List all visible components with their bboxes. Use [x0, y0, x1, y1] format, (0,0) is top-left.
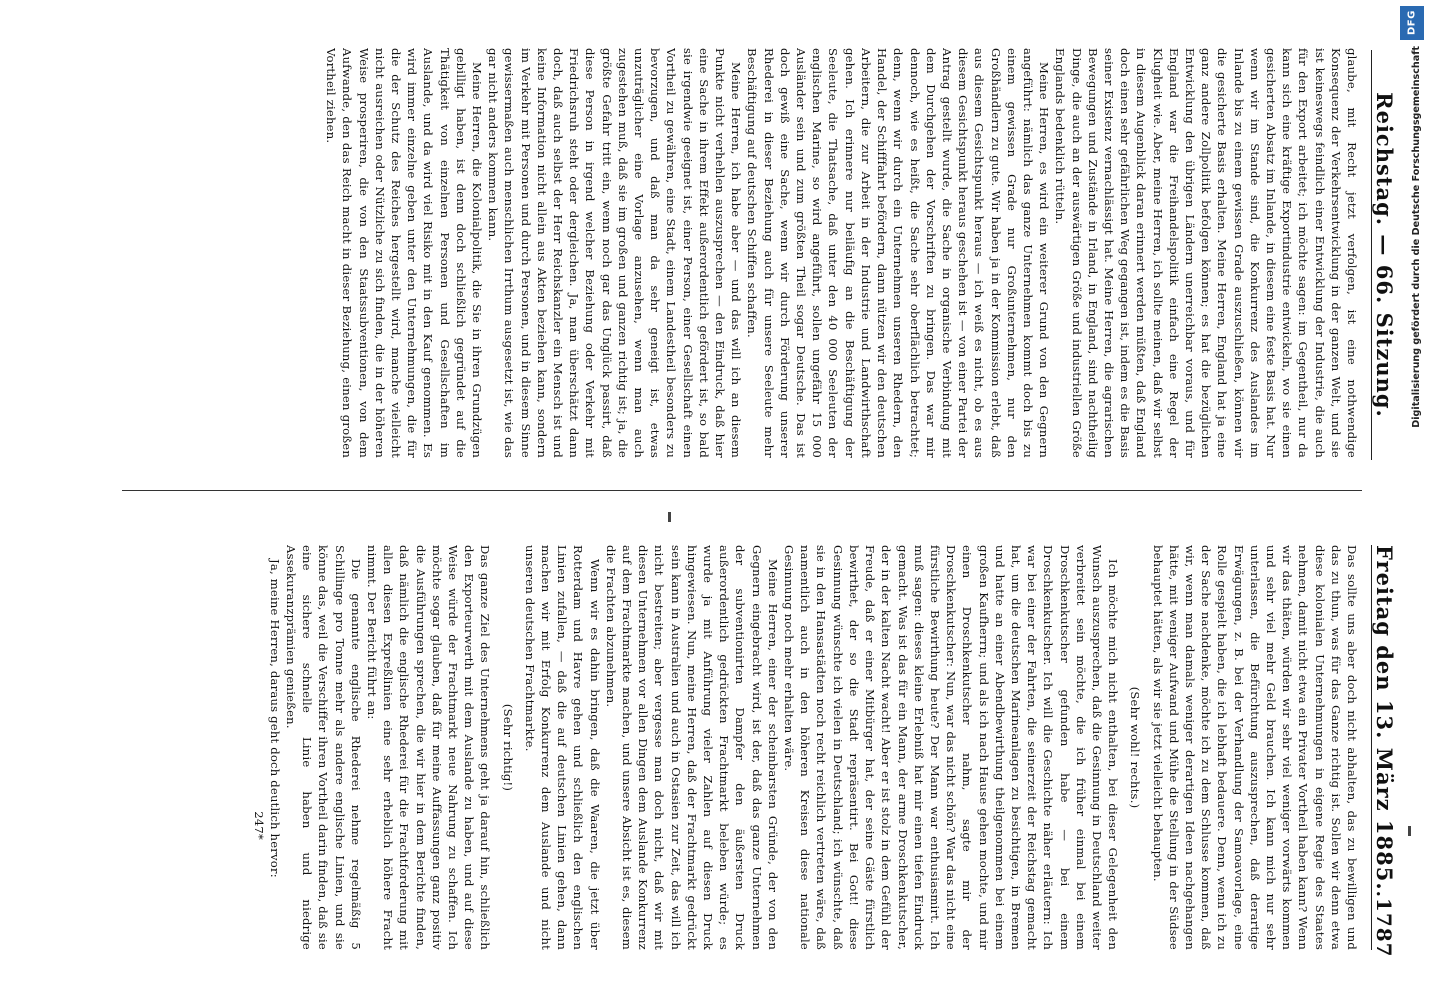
dfg-logo: DFG: [1400, 6, 1424, 40]
interjection-sehr-wohl: (Sehr wohl! rechts.): [1128, 686, 1143, 809]
left-text-column: [90, 48, 1360, 458]
scan-artifact-mark: [668, 512, 671, 522]
left-paragraph-4: Meine Herren, die Kolonialpolitik, die Sie in ihren Grundzügen gebilligt haben, ist denn doch schließlich gegründet auf die Thätigkeit von einzelnen Personen und Gesellschaften im Auslande, und da wird viel Risiko mit in den Kauf genommen. Es wird immer einzelne geben unter den Unternehmungen, die für die der Schutz des Reiches hergestellt wird, manche vielleicht nicht ausreichen oder Nützliche zu sich finden, die in der höheren Weise prosperiren, die von den Staatssubventionen, von dem Aufwande, den das Reich macht in dieser Beziehung, einen großen Vortheil ziehen.: [324, 48, 485, 458]
page-number: 1787: [1372, 897, 1396, 958]
column-divider: [122, 490, 1362, 491]
right-paragraph-5: Das ganze Ziel des Unternehmens geht ja darauf hin, schließlich den Exporteurwerth mit dem Auslande zu haben, und auf diese Weise würde der Frachtmarkt neue Nahrung zu schaffen. Ich möchte sogar glauben, daß für meine Auffassungen ganz positiv die Ausführungen sprechen, die wir hier in dem Berichte finden, daß nämlich die englische Rhederei für die Frachtforderung mit allen diesen Expreßlinien eine sehr erheblich höhere Fracht nimmt. Der Bericht führt an:: [365, 545, 493, 950]
left-paragraph-3: Meine Herren, ich habe aber — und das will ich an diesem Punkte nicht verhehlen auszusprechen — den Eindruck, daß hier eine Sache in ihrem Effekt außerordentlich gefördert ist, so bald sie irgendwie geeignet ist, einer Person, einer Gesellschaft einen Vortheil zu gewähren, eine Stadt, einem Landestheil besonders zu bevorzugen, und daß man da sehr geneigt ist, etwas unzuträglicher eine Vorlage anzusehen, wenn man auch zugestehen muß, daß sie im großen und ganzen richtig ist; ja, die größte Gefahr tritt ein, wenn noch gar das Unglück passirt, daß diese Person in irgend welcher Beziehung oder Verkehr mit Friedrichsruh steht oder dergleichen. Ja, man überschätzt dann doch, daß auch selbst der Herr Reichskanzler ein Mensch ist und keine Information nicht allein aus Akten beziehen kann, sondern im Verkehr mit Personen und durch Personen, und in diesem Sinne gewissermaßen auch menschlichen Irrthum ausgesetzt ist, wie das gar nicht anders kommen kann.: [486, 48, 744, 458]
signature-mark: 247*: [251, 811, 266, 840]
right-quotation: Die genannte englische Rhederei nehme regelmäßig 5 Schillinge pro Tonne mehr als andere englische Linien, und sie könne das, weil die Verschiffer ihren Vortheil darin finden, daß sie eine sichere schnelle Linie haben und niedrige Assekuranzprämien genießen.: [284, 545, 363, 950]
digitization-attribution: Digitalisierung gefördert durch die Deutsche Forschungsgemeinschaft: [1411, 46, 1422, 428]
header-separator-dot: .: [1372, 890, 1393, 898]
left-paragraph-2: Meine Herren, es wird ein weiterer Grund von den Gegnern angeführt: nämlich das ganze Unternehmen kommt doch bis zu einem gewissen Grade nur Großunternehmen, nur den Großhändlern zu gute. Wir haben ja in der Kommission erlebt, daß aus diesem Gesichtspunkt heraus — ich weiß es nicht, ob es aus diesem Gesichtspunkt heraus geschehen ist — von einer Partei der Antrag gestellt wurde, die Sache in organische Verbindung mit dem Durchgehen der Vorschriften zu bringen. Das war mir dennoch, wie es heißt, die Sache sehr oberflächlich betrachtet; denn, wenn wir durch ein Unternehmen unseren Rhedern, den Handel, der Schifffahrt befördern, dann nützen wir den deutschen Arbeitern, die zur Arbeit in der Industrie und Landwirthschaft gehen. Ich erinnere nur beiläufig an die Beschäftigung der Seeleute, die Thatsache, daß unter den 40 000 Seeleuten der englischen Marine, so wird angeführt, sollen ungefähr 15 000 Ausländer sein und zum größten Theil sogar Deutsche. Das ist doch gewiß eine Sache, wenn wir durch Förderung unserer Rhederei in dieser Beziehung auch für unsere Seeleute mehr Beschäftigung auf deutschen Schiffen schaffen.: [745, 48, 1052, 458]
header-left-title: Reichstag. — 66. Sitzung.: [1372, 92, 1397, 418]
right-paragraph-4: Wenn wir es dahin bringen, daß die Waaren, die jetzt über Rotterdam und Havre gehen und schließlich den englischen Linien zufallen, — daß die auf deutschen Linien gehen, dann machen wir mit Erfolg Konkurrenz dem Auslande und nicht unseren deutschen Frachtmarkte.: [522, 545, 602, 950]
right-paragraph-3: Meine Herren, einer der scheinbarsten Gründe, der von den Gegnern eingebracht wird, ist der, daß das ganze Unternehmen der subventionirten Dampfer den äußersten Druck außerordentlich gedrückten Frachtmarkt beleben würde; es wurde ja mit Anführung vieler Zahlen auf diesen Druck hingewiesen. Nun, meine Herren, daß der Frachtmarkt gedrückt sein kann in Australien und auch in Ostasien zur Zeit, das will ich nicht bestreiten; aber vergesse man doch nicht, daß wir mit diesen Unternehmen vor allen Dingen dem Auslande Konkurrenz auf dem Frachtmarkte machen, und unsere Absicht ist es, diesem die Frachten abzunehmen.: [603, 545, 780, 950]
right-paragraph-1: Das sollte uns aber doch nicht abhalten, das zu bewilligen und das zu thun, was für das Ganze richtig ist. Sollen wir denn etwa diese kolonialen Unternehmungen in eigene Regie des Staates nehmen, damit nicht etwa ein Privater Vortheil haben kann? Wenn wir das thäten, würden wir sehr viel weniger vorwärts kommen und sehr viel mehr Geld brauchen. Ich kann mich nur sehr unterlassen, die Befürchtung auszusprechen, daß derartige Erwägungen, z. B. bei der Verhandlung der Samoavorlage, eine Rolle gespielt haben, die ich lebhaft bedauere. Denn, wenn ich zu der Sache nachdenke, möchte ich zu dem Schlusse kommen, daß wir, wenn man damals weniger derartigen Ideen nachgehangen hätte, mit weniger Aufwand und Mühe die Stellung in der Südsee behauptet hätten, als wir sie jetzt vielleicht behaupten.: [1150, 545, 1359, 950]
right-paragraph-2: Ich möchte mich nicht enthalten, bei dieser Gelegenheit den Wunsch auszusprechen, daß die Gesinnung in Deutschland weiter verbreitet sein möchte, die ich früher einmal bei einem Droschkenkutscher gefunden habe — bei einem Droschkenkutscher. Ich will die Geschichte näher erläutern: Ich war bei einer der Fahrten, die seinerzeit der Reichstag gemacht hat, um die deutschen Marineanlagen zu besichtigen, in Bremen und hatte an einer Abendbewirthung theilgenommen bei einem großen Kaufherrn; und als ich nach Hause gehen mochte, und mir einen Droschkenkutscher nahm, sagte mir der Droschkenkutscher: Nun, war das nicht schön? War das nicht eine fürstliche Bewirthung heute? Der Mann war enthusiasmirt. Ich muß sagen: dieses kleine Erlebniß hat mir einen tiefen Eindruck gemacht. Was ist das für ein Mann, der arme Droschkenkutscher, der in der kalten Nacht wacht! Aber er ist stolz in dem Gefühl der Freude, daß er einer Mitbürger hat, der seine Gäste fürstlich bewirthet, der so die Stadt repräsentirt. Bei Gott! diese Gesinnung wünschte ich vielen in Deutschland; ich wünschte, daß sie in den Hansastädten noch recht reichlich vertreten wäre, daß namentlich auch in den höheren Kreisen diese nationale Gesinnung noch mehr erhalten wäre.: [782, 545, 1121, 950]
digitization-sidebar: [1392, 0, 1432, 1000]
right-text-column: [90, 545, 1360, 950]
header-date: Freitag den 13. März 1885.: [1372, 545, 1397, 891]
right-paragraph-6: Ja, meine Herren, daraus geht doch deutlich hervor:: [267, 559, 282, 878]
interjection-sehr-richtig: (Sehr richtig!): [500, 703, 515, 792]
left-paragraph-1: glaube, mit Recht jetzt verfolgen, ist eine nothwendige Konsequenz der Verkehrsentwicklung in der ganzen Welt, und sie ist keineswegs feindlich einer Entwicklung der Industrie, die auch für den Export arbeitet; ich möchte sagen: im Gegentheil, nur da kann sich eine kräftige Exportindustrie entwickeln, wo sie einen gesicherten Absatz im Inlande, in diesem eine feste Basis hat. Nur wenn wir im Stande sind, die Konkurrenz des Auslandes im Inlande bis zu einem gewissen Grade auszuschließen, können wir die gesicherte Basis erhalten. Meine Herren, England hat ja eine ganz andere Zollpolitik befolgen können; es hat die bezüglichen Entwicklung den übrigen Ländern unerreichbar voraus, und für England war die Freihandelspolitik einfach eine Regel der Klugheit wie. Aber, meine Herren, ich sollte meinen, daß wir selbst in diesem Augenblick daran erinnert werden müßten, daß England doch einen sehr gefährlichen Weg gegangen ist, indem es die Basis seiner Existenz vernachlässigt hat. Meine Herren, die agrarischen Bewegungen und Zustände in Irland, in England, sind nachtheilig Dinge, die auch an der auswärtigen Größe und industriellen Größe Englands bedenklich rütteln.: [1053, 48, 1359, 458]
